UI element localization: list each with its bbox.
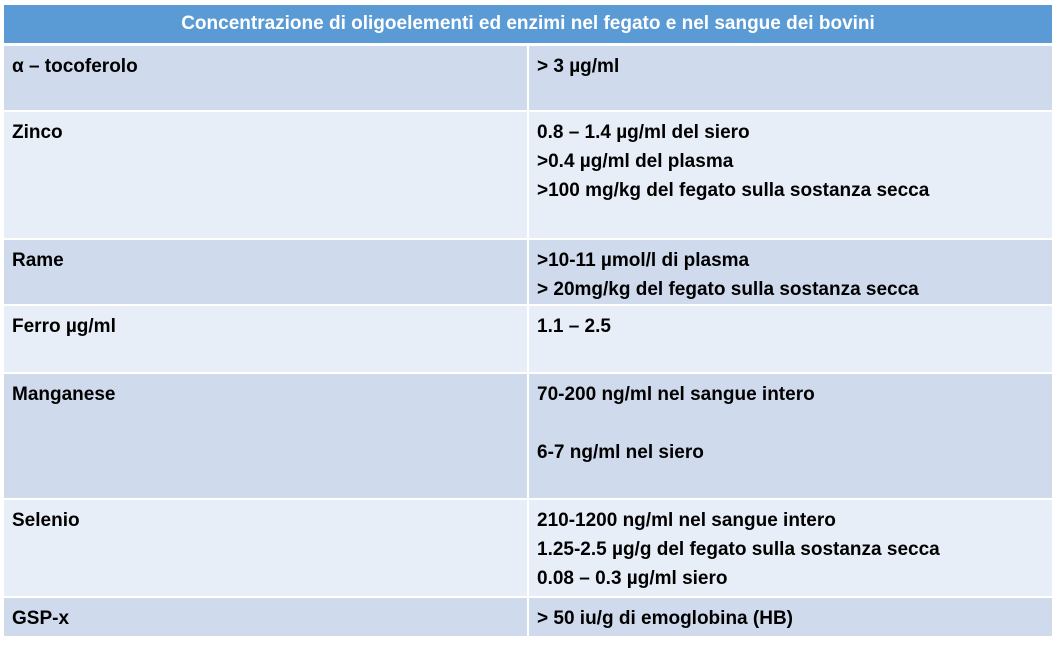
- row-label: Zinco: [4, 111, 528, 239]
- row-label: Selenio: [4, 499, 528, 597]
- table-row-ferro: [4, 305, 1052, 373]
- reference-table: [4, 5, 1052, 638]
- value-line: > 3 µg/ml: [537, 56, 620, 77]
- table-title: Concentrazione di oligoelementi ed enzimi nel fegato e nel sangue dei bovini: [4, 5, 1052, 45]
- value-line: >10-11 µmol/l di plasma: [537, 249, 750, 271]
- value-line: 1.1 – 2.5: [537, 315, 611, 337]
- table-row-tocoferolo: [4, 45, 1052, 111]
- reference-table-container: [4, 5, 1052, 638]
- value-line: 6-7 ng/ml nel siero: [537, 441, 704, 463]
- row-values: [528, 305, 1052, 373]
- row-label: α – tocoferolo: [4, 45, 528, 111]
- value-line: 70-200 ng/ml nel sangue intero: [537, 383, 815, 405]
- row-label: GSP-x: [4, 597, 528, 637]
- row-label: Ferro µg/ml: [4, 305, 528, 373]
- row-values: [528, 597, 1052, 637]
- table-row-rame: [4, 239, 1052, 305]
- table-header-row: [4, 5, 1052, 45]
- table-row-manganese: [4, 373, 1052, 499]
- table-row-zinco: [4, 111, 1052, 239]
- row-values: [528, 239, 1052, 305]
- row-values: [528, 111, 1052, 239]
- value-line: 0.08 – 0.3 µg/ml siero: [537, 567, 728, 589]
- row-values: [528, 373, 1052, 499]
- row-label: Rame: [4, 239, 528, 305]
- value-line: 0.8 – 1.4 µg/ml del siero: [537, 121, 750, 143]
- blank-line: [537, 409, 1044, 438]
- value-line: > 20mg/kg del fegato sulla sostanza secca: [537, 278, 919, 300]
- value-line: >100 mg/kg del fegato sulla sostanza secca: [537, 179, 930, 201]
- value-line: 210-1200 ng/ml nel sangue intero: [537, 509, 836, 531]
- value-line: 1.25-2.5 µg/g del fegato sulla sostanza secca: [537, 538, 940, 560]
- row-label: Manganese: [4, 373, 528, 499]
- row-values: [528, 45, 1052, 111]
- value-line: > 50 iu/g di emoglobina (HB): [537, 607, 793, 629]
- value-line: >0.4 µg/ml del plasma: [537, 150, 734, 172]
- row-values: [528, 499, 1052, 597]
- table-row-selenio: [4, 499, 1052, 597]
- table-row-gspx: [4, 597, 1052, 637]
